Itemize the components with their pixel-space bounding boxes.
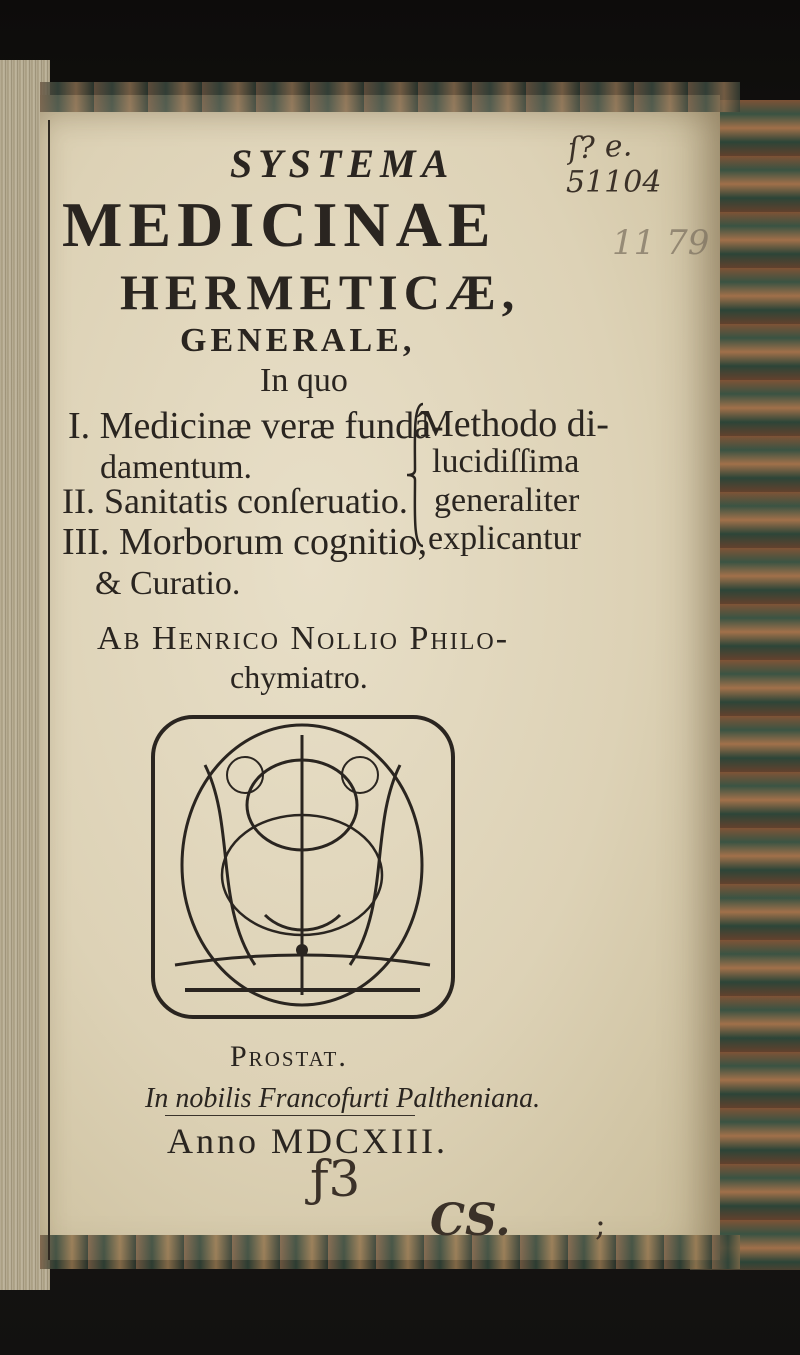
manuscript-semicolon: ; — [595, 1205, 606, 1243]
manuscript-note-bottom: CS. — [430, 1195, 511, 1246]
brace-line-methodo: Methodo di- — [420, 403, 609, 445]
title-hermeticae: HERMETICÆ, — [120, 264, 521, 320]
item-3-continuation: & Curatio. — [95, 565, 241, 602]
brace-line-explicantur: explicantur — [428, 520, 581, 557]
item-1-continuation: damentum. — [100, 449, 253, 486]
title-generale: GENERALE, — [180, 322, 416, 359]
imprint-line: In nobilis Francofurti Paltheniana. — [145, 1083, 541, 1114]
manuscript-note-top: ſ? e. — [567, 128, 633, 167]
title-in-quo: In quo — [260, 362, 348, 399]
title-medicinae: MEDICINAE — [62, 189, 497, 260]
page-edge-line — [48, 120, 50, 1260]
binding-bottom-band — [40, 1235, 740, 1269]
item-1-text: I. Medicinæ veræ fundâ- — [68, 405, 444, 447]
brace-line-lucidissima: lucidiſſima — [432, 443, 580, 480]
imprint-underline — [165, 1115, 415, 1116]
author-line: Ab Henrico Nollio Philo- — [97, 620, 510, 657]
printer-emblem-icon — [145, 705, 460, 1025]
item-2-text: II. Sanitatis conſeruatio. — [62, 481, 408, 521]
year-line: Anno MDCXIII. — [167, 1121, 448, 1161]
manuscript-mark: ƒ3 — [310, 1150, 361, 1208]
item-3-text: III. Morborum cognitio, — [62, 521, 428, 563]
prostat-line: Prostat. — [230, 1040, 348, 1073]
title-systema: SYSTEMA — [230, 141, 455, 186]
brace-line-generaliter: generaliter — [434, 482, 580, 519]
author-line-2: chymiatro. — [230, 659, 368, 695]
manuscript-note-shelfmark: 51104 — [566, 165, 662, 200]
binding-top-band — [40, 82, 740, 112]
manuscript-note-faded: 11 79 — [612, 223, 710, 263]
